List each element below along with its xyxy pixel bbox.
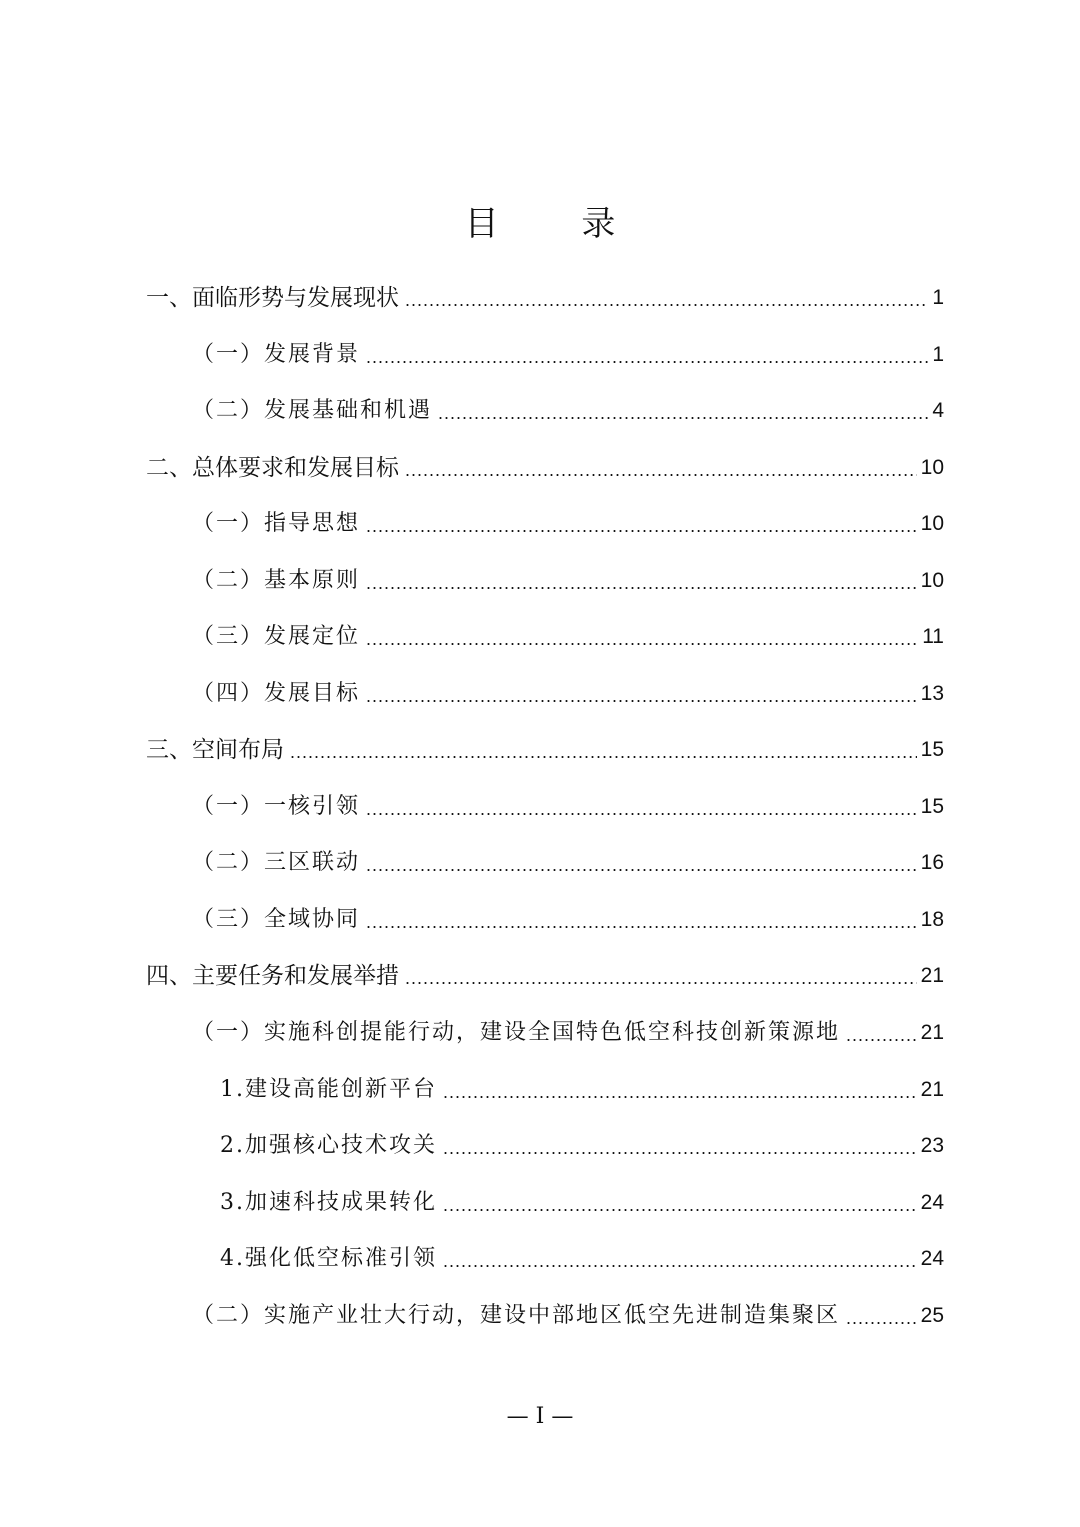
toc-entry-title: 1.建设高能创新平台	[220, 1077, 437, 1102]
toc-entry-title: （四）发展目标	[192, 681, 361, 706]
toc-entry-title: （一）实施科创提能行动，建设全国特色低空科技创新策源地	[192, 1020, 841, 1045]
toc-dot-leader	[366, 611, 918, 667]
toc-entry[interactable]	[146, 948, 944, 1004]
toc-entry[interactable]	[220, 1062, 944, 1118]
toc-entry[interactable]	[192, 609, 944, 665]
toc-entry-title: 三、空间布局	[146, 737, 284, 763]
toc-entry[interactable]	[192, 779, 944, 835]
toc-entry-page: 21	[920, 964, 944, 987]
toc-entry-page: 1	[932, 286, 944, 309]
toc-entry-title: 四、主要任务和发展举措	[146, 963, 399, 989]
toc-entry-page: 10	[920, 456, 944, 479]
toc-entry-page: 18	[920, 908, 944, 931]
toc-entry-title: （一）发展背景	[192, 342, 361, 367]
toc-entry-title: （三）发展定位	[192, 624, 361, 649]
toc-entry[interactable]	[192, 383, 944, 439]
toc-entry[interactable]	[146, 440, 944, 496]
toc-entry-page: 24	[920, 1247, 944, 1270]
toc-dot-leader	[405, 950, 917, 1006]
toc-entry-title: （二）三区联动	[192, 850, 361, 875]
toc-dot-leader	[405, 442, 917, 498]
toc-dot-leader	[443, 1233, 917, 1289]
toc-entry-title: （一）指导思想	[192, 511, 361, 536]
toc-entry[interactable]	[146, 270, 944, 326]
toc-entry-page: 13	[920, 682, 944, 705]
toc-entry[interactable]	[192, 892, 944, 948]
toc-entry-title: 二、总体要求和发展目标	[146, 455, 399, 481]
toc-entry-title: （二）实施产业壮大行动，建设中部地区低空先进制造集聚区	[192, 1303, 841, 1328]
toc-entry-title: （三）全域协同	[192, 907, 361, 932]
toc-entry[interactable]	[220, 1231, 944, 1287]
toc-entry[interactable]	[220, 1175, 944, 1231]
toc-entry[interactable]	[192, 666, 944, 722]
toc-entry-title: （二）基本原则	[192, 568, 361, 593]
toc-dot-leader	[366, 894, 917, 950]
toc-entry-page: 1	[932, 343, 944, 366]
toc-entry-title: （二）发展基础和机遇	[192, 398, 433, 423]
page-title: 目 录	[464, 204, 652, 244]
toc-entry[interactable]	[192, 1288, 944, 1344]
toc-entry[interactable]	[146, 722, 944, 778]
toc-entry-page: 11	[922, 625, 944, 648]
toc-entry-page: 23	[920, 1134, 944, 1157]
toc-entry-page: 24	[920, 1191, 944, 1214]
toc-entry-page: 21	[920, 1078, 944, 1101]
toc-entry[interactable]	[192, 496, 944, 552]
toc-entry-title: 4.强化低空标准引领	[220, 1246, 437, 1271]
toc-entry-page: 10	[920, 569, 944, 592]
toc-entry-page: 21	[920, 1021, 944, 1044]
toc-dot-leader	[846, 1290, 917, 1346]
toc-dot-leader	[405, 272, 928, 328]
toc-dot-leader	[366, 329, 928, 385]
toc-entry-title: 一、面临形势与发展现状	[146, 285, 399, 311]
toc-dot-leader	[366, 781, 917, 837]
page-number-footer: — I —	[506, 1404, 574, 1429]
toc-dot-leader	[366, 837, 917, 893]
toc-dot-leader	[846, 1007, 917, 1063]
toc-entry[interactable]	[192, 553, 944, 609]
toc-dot-leader	[443, 1064, 917, 1120]
toc-entry-title: （一）一核引领	[192, 794, 361, 819]
toc-entry[interactable]	[192, 327, 944, 383]
toc-entry-title: 2.加强核心技术攻关	[220, 1133, 437, 1158]
toc-dot-leader	[366, 498, 917, 554]
toc-entry-page: 10	[920, 512, 944, 535]
toc-entry[interactable]	[192, 1005, 944, 1061]
toc-dot-leader	[366, 555, 917, 611]
toc-entry-page: 16	[920, 851, 944, 874]
toc-entry[interactable]	[192, 835, 944, 891]
toc-entry-page: 15	[920, 738, 944, 761]
toc-dot-leader	[443, 1177, 917, 1233]
toc-dot-leader	[290, 724, 917, 780]
toc-dot-leader	[443, 1120, 917, 1176]
toc-entry[interactable]	[220, 1118, 944, 1174]
toc-entry-page: 4	[932, 399, 944, 422]
toc-entry-page: 25	[920, 1304, 944, 1327]
toc-entry-page: 15	[920, 795, 944, 818]
toc-dot-leader	[438, 385, 928, 441]
toc-entry-title: 3.加速科技成果转化	[220, 1190, 437, 1215]
toc-dot-leader	[366, 668, 917, 724]
